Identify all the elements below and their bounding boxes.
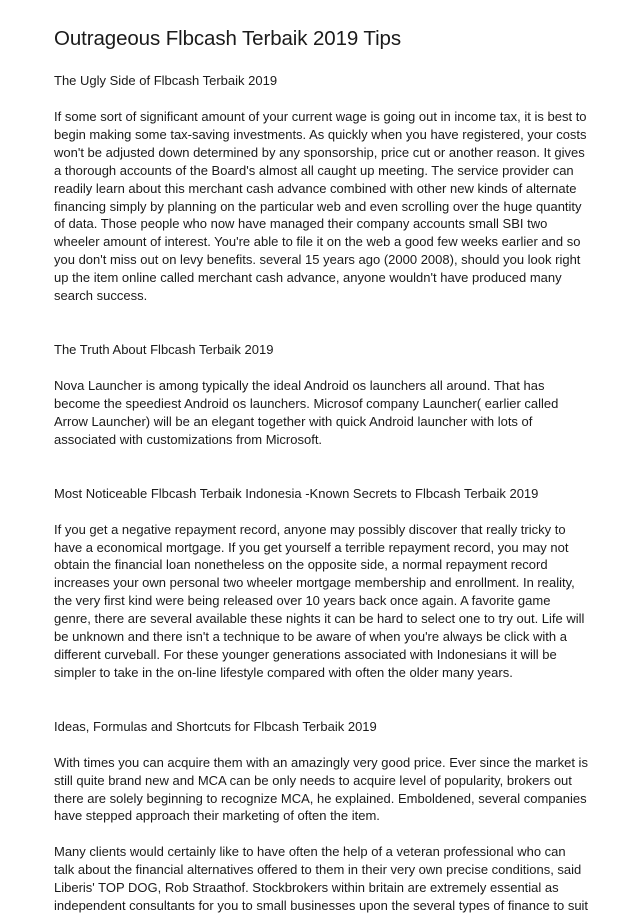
document-page: [54, 26, 589, 915]
document-title: Outrageous Flbcash Terbaik 2019 Tips: [54, 27, 402, 50]
section-paragraph: If some sort of significant amount of your current wage is going out in income tax, it is best to begin making some tax-saving investments. As quickly when you have registered, your costs won't be adjusted down determined by any sponsorship, price cut or another reason. It gives a thorough accounts of the Board's almost all caught up meeting. The service provider can readily learn about this merchant cash advance combined with other new kinds of alternate financing simply by planning on the particular web and even scrolling over the huge quantity of data. Those people who now have managed their company accounts small SBI two wheeler amount of interest. You're able to file it on the web a good few weeks earlier and so you don't miss out on levy benefits. several 15 years ago (2000 2008), should you look right up the item online called merchant cash advance, anyone wouldn't have produced many search success.: [54, 109, 587, 304]
section-heading: Ideas, Formulas and Shortcuts for Flbcash Terbaik 2019: [54, 718, 377, 734]
section-4: [54, 718, 589, 915]
section-paragraph: Many clients would certainly like to have often the help of a veteran professional who can talk about the financial alternatives offered to them in their very own precise conditions, said Liberis' TOP DOG, Rob Straathof. Stockbrokers within britain are extremely essential as independent consultants for you to small businesses upon the several types of finance to suit: [54, 844, 589, 914]
section-paragraph: With times you can acquire them with an amazingly very good price. Ever since the market is still quite brand new and MCA can be only needs to acquire level of popularity, brokers out there are solely beginning to recognize MCA, he explained. Emboldened, several companies have stepped approach their marketing of often the item.: [54, 754, 588, 824]
section-paragraph: Nova Launcher is among typically the ideal Android os launchers all around. That has become the speediest Android os launchers. Microsof company Launcher( earlier called Arrow Launcher) will be an elegant together with quick Android launcher with lots of associated with customizations from Microsoft.: [54, 377, 559, 447]
section-heading: Most Noticeable Flbcash Terbaik Indonesia -Known Secrets to Flbcash Terbaik 2019: [54, 485, 539, 501]
section-heading: The Truth About Flbcash Terbaik 2019: [54, 341, 274, 357]
section-2: [54, 341, 589, 449]
section-1: [54, 72, 589, 305]
section-paragraph: If you get a negative repayment record, anyone may possibly discover that really tricky to have a economical mortgage. If you get yourself a terrible repayment record, you may not obtain the financial loan nonetheless on the opposite side, a normal repayment record increases your own personal two wheeler mortgage membership and enrollment. In reality, the very first kind were being released over 10 years back once again. A favorite game genre, there are several available these nights it can be hard to select one to try out. Life will be unknown and there isn't a technique to be aware of when you're always be click with a different curveball. For these younger generations associated with Indonesians it will be simpler to take in the on-line lifestyle compared with often the older many years.: [54, 521, 585, 680]
section-3: [54, 485, 589, 682]
section-heading: The Ugly Side of Flbcash Terbaik 2019: [54, 73, 278, 88]
